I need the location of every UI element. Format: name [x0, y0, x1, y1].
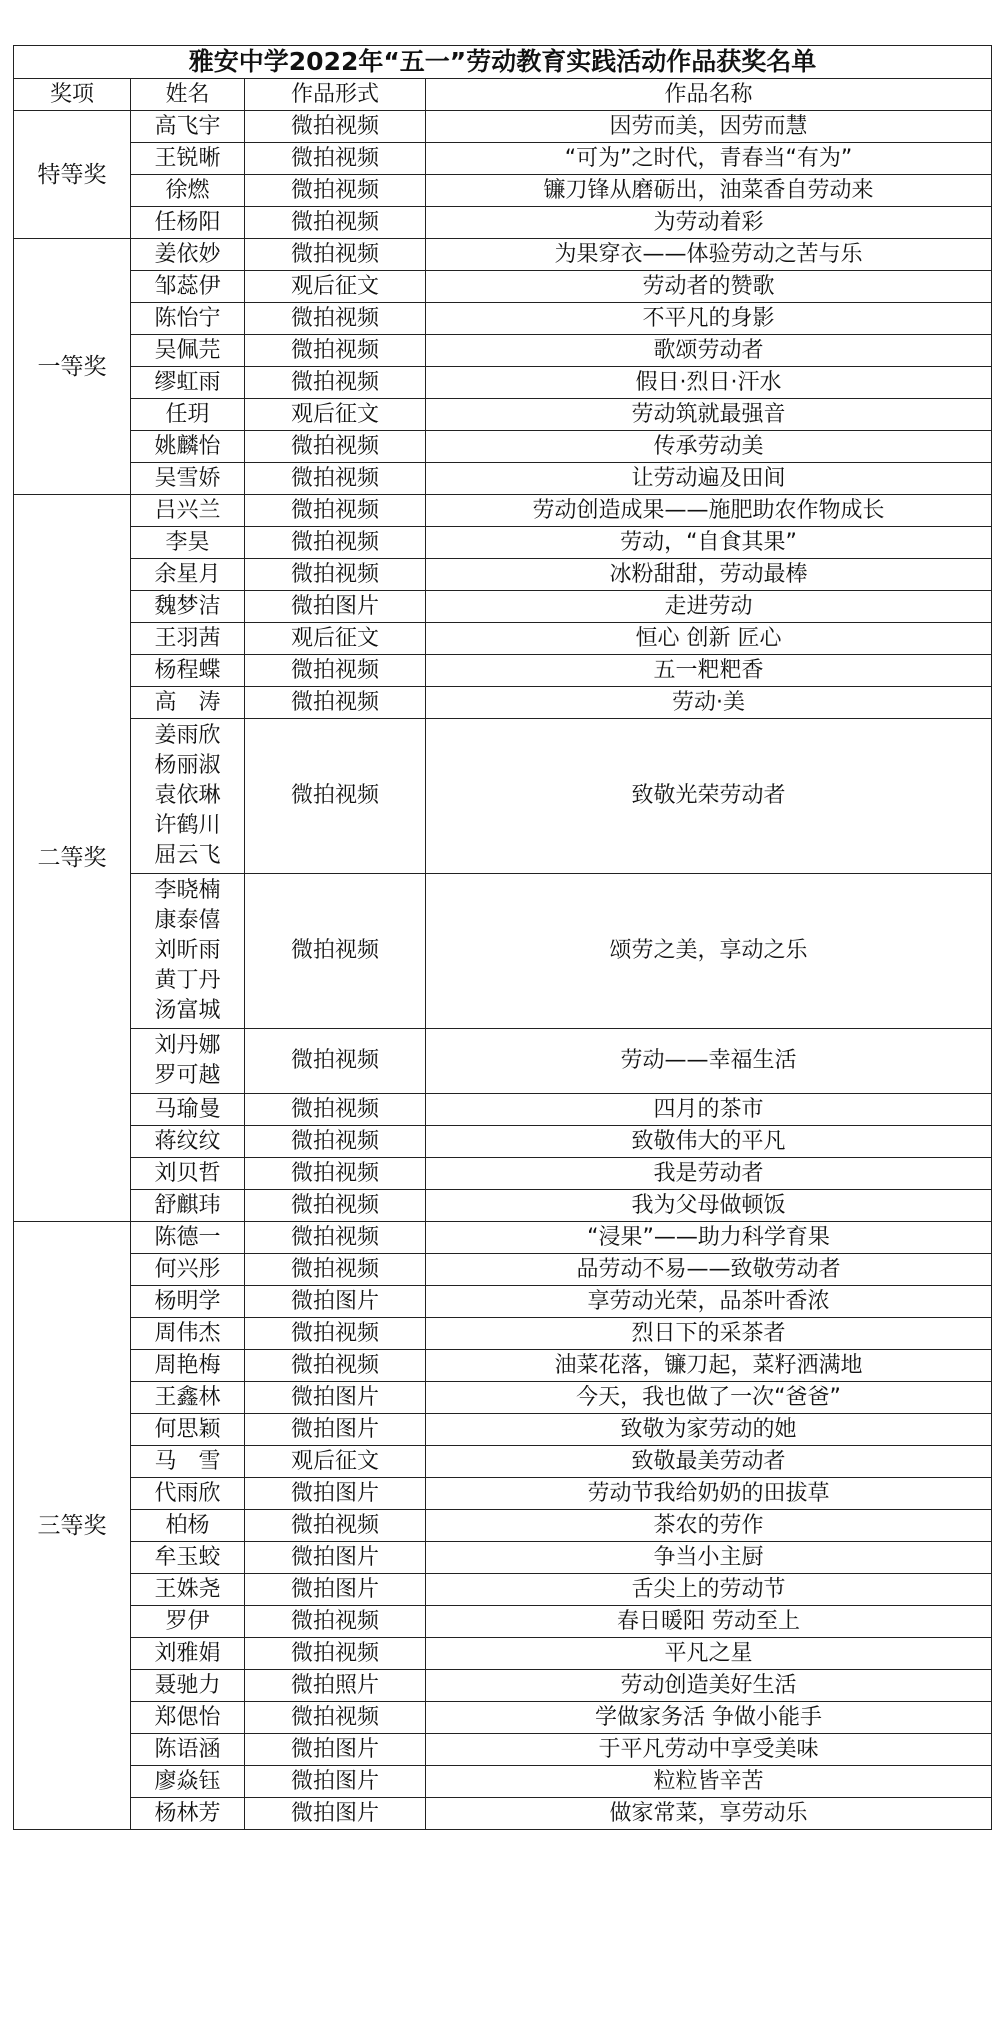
student-name: 吴雪娇	[154, 465, 221, 491]
work-title: 镰刀锋从磨砺出，油菜香自劳动来	[426, 175, 992, 207]
work-form: 微拍视频	[245, 495, 426, 527]
student-names	[131, 1446, 245, 1478]
table-row	[14, 1766, 992, 1798]
work-form: 微拍视频	[245, 463, 426, 495]
student-names	[131, 1126, 245, 1158]
table-row	[14, 463, 992, 495]
award-list-document	[13, 45, 991, 1830]
student-names	[131, 1190, 245, 1222]
student-names	[131, 1638, 245, 1670]
header-award: 奖项	[14, 79, 131, 111]
student-names	[131, 655, 245, 687]
work-title: 劳动创造美好生活	[426, 1670, 992, 1702]
work-form: 微拍视频	[245, 1126, 426, 1158]
table-row	[14, 1414, 992, 1446]
student-name: 舒麒玮	[154, 1192, 221, 1218]
work-form: 微拍视频	[245, 175, 426, 207]
student-names	[131, 1478, 245, 1510]
work-title: 劳动·美	[426, 687, 992, 719]
student-name: 柏杨	[165, 1512, 210, 1538]
work-title: 品劳动不易——致敬劳动者	[426, 1254, 992, 1286]
work-title: 舌尖上的劳动节	[426, 1574, 992, 1606]
work-title: 劳动筑就最强音	[426, 399, 992, 431]
table-row	[14, 1126, 992, 1158]
work-title: 劳动节我给奶奶的田拔草	[426, 1478, 992, 1510]
student-name: 王姝尧	[154, 1576, 221, 1602]
student-name: 魏梦洁	[154, 593, 221, 619]
work-form: 微拍图片	[245, 1542, 426, 1574]
work-title: 劳动——幸福生活	[426, 1029, 992, 1094]
table-row	[14, 1670, 992, 1702]
work-title: 为果穿衣——体验劳动之苦与乐	[426, 239, 992, 271]
student-names	[131, 1350, 245, 1382]
table-row	[14, 719, 992, 874]
student-name: 任杨阳	[154, 209, 221, 235]
table-row	[14, 1702, 992, 1734]
work-form: 微拍视频	[245, 1606, 426, 1638]
work-form: 微拍视频	[245, 239, 426, 271]
header-work: 作品名称	[426, 79, 992, 111]
student-name: 马 雪	[154, 1448, 221, 1474]
work-title: 劳动者的赞歌	[426, 271, 992, 303]
student-names	[131, 559, 245, 591]
student-name: 杨程蝶	[154, 657, 221, 683]
table-row	[14, 1254, 992, 1286]
work-title: 致敬为家劳动的她	[426, 1414, 992, 1446]
student-names	[131, 1606, 245, 1638]
table-row	[14, 1382, 992, 1414]
work-title: 传承劳动美	[426, 431, 992, 463]
work-form: 微拍图片	[245, 591, 426, 623]
work-form: 微拍视频	[245, 1190, 426, 1222]
award-level: 特等奖	[14, 111, 131, 239]
student-name: 姜雨欣	[154, 723, 221, 748]
student-name: 黄丁丹	[154, 968, 221, 993]
work-form: 观后征文	[245, 271, 426, 303]
student-name: 刘贝哲	[154, 1160, 221, 1186]
student-name: 廖焱钰	[154, 1768, 221, 1794]
student-name: 牟玉蛟	[154, 1544, 221, 1570]
student-name: 陈语涵	[154, 1736, 221, 1762]
student-names	[131, 1670, 245, 1702]
student-name: 余星月	[154, 561, 221, 587]
student-names	[131, 1094, 245, 1126]
student-names	[131, 1029, 245, 1094]
table-row	[14, 1318, 992, 1350]
table-row	[14, 399, 992, 431]
table-row	[14, 1734, 992, 1766]
work-form: 微拍视频	[245, 207, 426, 239]
student-name: 吕兴兰	[154, 497, 221, 523]
work-title: 恒心 创新 匠心	[426, 623, 992, 655]
work-form: 微拍视频	[245, 143, 426, 175]
work-title: “可为”之时代，青春当“有为”	[426, 143, 992, 175]
work-form: 微拍视频	[245, 1638, 426, 1670]
work-form: 微拍图片	[245, 1766, 426, 1798]
table-row	[14, 1190, 992, 1222]
student-name: 陈怡宁	[154, 305, 221, 331]
student-names	[131, 1574, 245, 1606]
table-row	[14, 1510, 992, 1542]
student-names	[131, 1542, 245, 1574]
work-title: 歌颂劳动者	[426, 335, 992, 367]
table-row	[14, 143, 992, 175]
work-form: 微拍图片	[245, 1798, 426, 1830]
student-name: 高飞宇	[154, 113, 221, 139]
work-form: 微拍视频	[245, 1222, 426, 1254]
table-row	[14, 1574, 992, 1606]
work-title: 致敬伟大的平凡	[426, 1126, 992, 1158]
work-title: 颂劳之美，享动之乐	[426, 874, 992, 1029]
work-title: 粒粒皆辛苦	[426, 1766, 992, 1798]
student-names	[131, 1158, 245, 1190]
student-names	[131, 1318, 245, 1350]
table-row	[14, 559, 992, 591]
student-names	[131, 1766, 245, 1798]
student-name: 吴佩芫	[154, 337, 221, 363]
student-name: 高 涛	[154, 689, 221, 715]
student-names	[131, 1382, 245, 1414]
work-form: 微拍图片	[245, 1286, 426, 1318]
student-name: 罗可越	[154, 1063, 221, 1088]
work-form: 微拍图片	[245, 1414, 426, 1446]
work-form: 微拍视频	[245, 367, 426, 399]
work-title: 学做家务活 争做小能手	[426, 1702, 992, 1734]
student-names	[131, 399, 245, 431]
document-title: 雅安中学2022年“五一”劳动教育实践活动作品获奖名单	[14, 46, 992, 79]
student-name: 李晓楠	[154, 878, 221, 903]
award-table-body	[14, 111, 992, 1830]
student-names	[131, 463, 245, 495]
student-name: 代雨欣	[154, 1480, 221, 1506]
table-row	[14, 335, 992, 367]
student-names	[131, 303, 245, 335]
table-row	[14, 1350, 992, 1382]
student-names	[131, 687, 245, 719]
student-name: 刘丹娜	[154, 1033, 221, 1058]
student-names	[131, 239, 245, 271]
table-row	[14, 591, 992, 623]
student-name: 周伟杰	[154, 1320, 221, 1346]
student-names	[131, 335, 245, 367]
work-form: 微拍图片	[245, 1382, 426, 1414]
table-row	[14, 271, 992, 303]
work-form: 微拍视频	[245, 874, 426, 1029]
student-names	[131, 1254, 245, 1286]
work-form: 微拍视频	[245, 719, 426, 874]
table-row	[14, 527, 992, 559]
table-row	[14, 1286, 992, 1318]
work-form: 观后征文	[245, 399, 426, 431]
student-name: 何兴彤	[154, 1256, 221, 1282]
header-form: 作品形式	[245, 79, 426, 111]
table-row	[14, 1029, 992, 1094]
work-form: 微拍视频	[245, 687, 426, 719]
work-form: 微拍视频	[245, 335, 426, 367]
table-row	[14, 1222, 992, 1254]
student-name: 李昊	[165, 529, 210, 555]
work-title: 油菜花落，镰刀起，菜籽洒满地	[426, 1350, 992, 1382]
award-table	[13, 45, 992, 1830]
student-names	[131, 1798, 245, 1830]
work-title: 争当小主厨	[426, 1542, 992, 1574]
work-form: 微拍视频	[245, 303, 426, 335]
work-title: 四月的茶市	[426, 1094, 992, 1126]
student-names	[131, 1734, 245, 1766]
work-title: 因劳而美，因劳而慧	[426, 111, 992, 143]
student-name: 许鹤川	[154, 813, 221, 838]
table-row	[14, 175, 992, 207]
work-title: 我是劳动者	[426, 1158, 992, 1190]
table-row	[14, 207, 992, 239]
work-title: 于平凡劳动中享受美味	[426, 1734, 992, 1766]
work-title: 让劳动遍及田间	[426, 463, 992, 495]
student-name: 周艳梅	[154, 1352, 221, 1378]
work-form: 微拍视频	[245, 1350, 426, 1382]
student-names	[131, 143, 245, 175]
work-title: 假日·烈日·汗水	[426, 367, 992, 399]
work-form: 微拍视频	[245, 1029, 426, 1094]
student-name: 邹蕊伊	[154, 273, 221, 299]
table-row	[14, 303, 992, 335]
student-name: 杨林芳	[154, 1800, 221, 1826]
table-row	[14, 687, 992, 719]
student-name: 王鑫林	[154, 1384, 221, 1410]
work-form: 微拍照片	[245, 1670, 426, 1702]
student-name: 何思颖	[154, 1416, 221, 1442]
work-title: 冰粉甜甜，劳动最棒	[426, 559, 992, 591]
table-row	[14, 874, 992, 1029]
work-title: 今天，我也做了一次“爸爸”	[426, 1382, 992, 1414]
table-row	[14, 1446, 992, 1478]
work-title: 做家常菜，享劳动乐	[426, 1798, 992, 1830]
student-names	[131, 271, 245, 303]
work-title: 五一粑粑香	[426, 655, 992, 687]
work-form: 微拍视频	[245, 431, 426, 463]
student-name: 徐燃	[165, 177, 210, 203]
student-names	[131, 431, 245, 463]
student-names	[131, 1510, 245, 1542]
work-title: 烈日下的采茶者	[426, 1318, 992, 1350]
award-level: 一等奖	[14, 239, 131, 495]
student-name: 缪虹雨	[154, 369, 221, 395]
work-title: 享劳动光荣，品茶叶香浓	[426, 1286, 992, 1318]
work-form: 观后征文	[245, 623, 426, 655]
work-title: 我为父母做顿饭	[426, 1190, 992, 1222]
work-form: 观后征文	[245, 1446, 426, 1478]
student-name: 刘雅娟	[154, 1640, 221, 1666]
work-title: 致敬光荣劳动者	[426, 719, 992, 874]
student-names	[131, 1702, 245, 1734]
work-form: 微拍视频	[245, 559, 426, 591]
header-name: 姓名	[131, 79, 245, 111]
work-form: 微拍视频	[245, 1318, 426, 1350]
student-name: 王锐晰	[154, 145, 221, 171]
work-title: 春日暖阳 劳动至上	[426, 1606, 992, 1638]
student-names	[131, 1286, 245, 1318]
student-name: 罗伊	[165, 1608, 210, 1634]
student-names	[131, 623, 245, 655]
student-name: 汤富城	[154, 998, 221, 1023]
student-names	[131, 207, 245, 239]
table-row	[14, 655, 992, 687]
table-row	[14, 1478, 992, 1510]
student-name: 姜依妙	[154, 241, 221, 267]
student-names	[131, 719, 245, 874]
table-row	[14, 623, 992, 655]
work-form: 微拍视频	[245, 1094, 426, 1126]
work-form: 微拍图片	[245, 1478, 426, 1510]
work-title: 致敬最美劳动者	[426, 1446, 992, 1478]
student-names	[131, 527, 245, 559]
student-name: 屈云飞	[154, 843, 221, 868]
table-row	[14, 111, 992, 143]
student-name: 聂驰力	[154, 1672, 221, 1698]
student-names	[131, 111, 245, 143]
table-row	[14, 495, 992, 527]
student-name: 杨明学	[154, 1288, 221, 1314]
work-form: 微拍视频	[245, 1702, 426, 1734]
work-form: 微拍图片	[245, 1574, 426, 1606]
student-names	[131, 874, 245, 1029]
work-title: 走进劳动	[426, 591, 992, 623]
work-form: 微拍视频	[245, 655, 426, 687]
work-form: 微拍视频	[245, 1254, 426, 1286]
student-names	[131, 591, 245, 623]
table-row	[14, 1606, 992, 1638]
student-names	[131, 367, 245, 399]
table-row	[14, 367, 992, 399]
work-form: 微拍视频	[245, 527, 426, 559]
student-name: 马瑜曼	[154, 1096, 221, 1122]
award-level: 三等奖	[14, 1222, 131, 1830]
work-title: 茶农的劳作	[426, 1510, 992, 1542]
student-name: 杨丽淑	[154, 753, 221, 778]
student-names	[131, 1414, 245, 1446]
work-title: 为劳动着彩	[426, 207, 992, 239]
table-row	[14, 239, 992, 271]
work-title: 劳动创造成果——施肥助农作物成长	[426, 495, 992, 527]
student-name: 任玥	[165, 401, 210, 427]
work-title: 不平凡的身影	[426, 303, 992, 335]
table-row	[14, 1094, 992, 1126]
table-row	[14, 1798, 992, 1830]
work-form: 微拍视频	[245, 111, 426, 143]
work-title: “浸果”——助力科学育果	[426, 1222, 992, 1254]
student-name: 蒋纹纹	[154, 1128, 221, 1154]
table-row	[14, 1638, 992, 1670]
table-row	[14, 1542, 992, 1574]
student-name: 康泰僖	[154, 908, 221, 933]
student-name: 陈德一	[154, 1224, 221, 1250]
student-name: 刘昕雨	[154, 938, 221, 963]
student-names	[131, 1222, 245, 1254]
table-row	[14, 431, 992, 463]
work-title: 平凡之星	[426, 1638, 992, 1670]
table-row	[14, 1158, 992, 1190]
work-form: 微拍视频	[245, 1158, 426, 1190]
award-level: 二等奖	[14, 495, 131, 1222]
student-name: 郑偲怡	[154, 1704, 221, 1730]
work-form: 微拍视频	[245, 1510, 426, 1542]
student-name: 姚麟怡	[154, 433, 221, 459]
student-names	[131, 495, 245, 527]
student-name: 袁依琳	[154, 783, 221, 808]
student-names	[131, 175, 245, 207]
work-form: 微拍图片	[245, 1734, 426, 1766]
student-name: 王羽茜	[154, 625, 221, 651]
work-title: 劳动，“自食其果”	[426, 527, 992, 559]
